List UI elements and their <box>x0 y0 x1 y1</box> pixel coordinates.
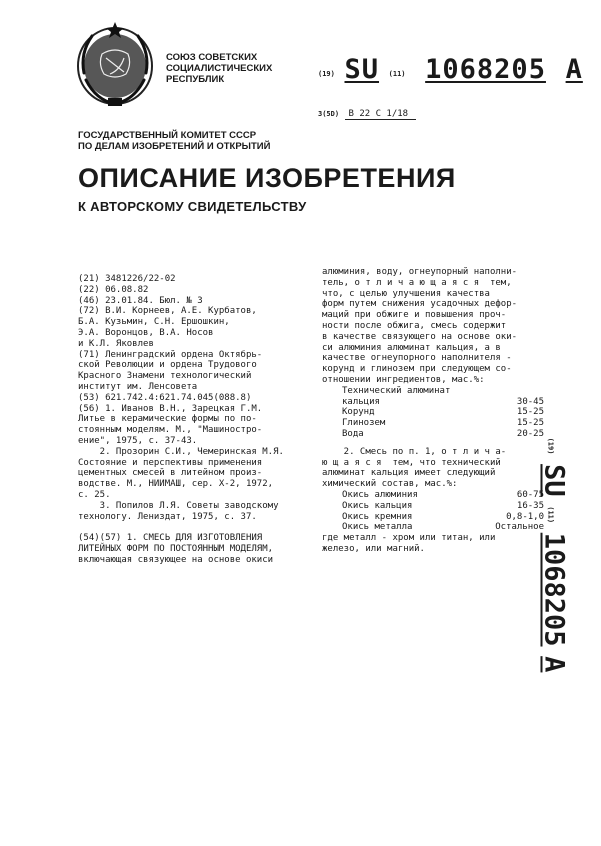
ingredient-name: Окись кремния <box>342 511 413 522</box>
claims-column <box>322 267 544 555</box>
bibliographic-line: институт им. Ленсовета <box>78 381 198 392</box>
claim-line: си алюминия алюминат кальция, а в <box>322 342 501 353</box>
ingredient-name: Вода <box>342 428 364 439</box>
bibliographic-line: (56) 1. Иванов В.Н., Зарецкая Г.М. <box>78 403 263 414</box>
composition-row <box>342 407 544 418</box>
bibliographic-line: Красного Знамени технологический <box>78 371 252 382</box>
claim-line: отношении ингредиентов, мас.%: <box>322 374 485 385</box>
ingredient-amount: 30-45 <box>516 396 544 407</box>
claim-line: алюминат кальция имеет следующий <box>322 468 496 479</box>
ingredient-amount: 0,8-1,0 <box>506 511 544 522</box>
bibliographic-line: Состояние и перспективы применения <box>78 457 263 468</box>
bibliographic-line: технологу. Лениздат, 1975, с. 37. <box>78 511 257 522</box>
document-title: ОПИСАНИЕ ИЗОБРЕТЕНИЯ <box>78 163 456 193</box>
claim-line: корунд и глинозем при следующем со- <box>322 364 512 375</box>
bibliographic-line: Б.А. Кузьмин, С.Н. Ершошкин, <box>78 317 230 328</box>
ingredient-amount: 16-35 <box>516 500 544 511</box>
ingredient-name: Корунд <box>342 407 375 418</box>
bibliographic-line: и К.Л. Яковлев <box>78 338 154 349</box>
bibliographic-line: водстве. М., НИИМАШ, сер. Х-2, 1972, <box>78 479 274 490</box>
vertical-patent-kind: A <box>538 656 570 673</box>
ingredient-amount: 15-25 <box>516 418 544 429</box>
claim-line: железо, или магний. <box>322 543 425 554</box>
composition-row <box>342 490 544 501</box>
claim-line: где металл - хром или титан, или <box>322 533 496 544</box>
bibliographic-line: цементных смесей в литейном произ- <box>78 468 263 479</box>
ingredient-name: Окись алюминия <box>342 489 418 500</box>
claim-line: алюминия, воду, огнеупорный наполни- <box>322 267 518 277</box>
claim-line: ности после обжига, смесь содержит <box>322 320 507 331</box>
claim-line: маций при обжиге и повышения проч- <box>322 310 507 321</box>
composition-row <box>342 397 544 408</box>
ipc-line <box>318 109 416 120</box>
vertical-patent-number <box>529 410 579 700</box>
ipc-code-tag: 3(5D) <box>318 110 340 118</box>
bibliographic-line: ение", 1975, с. 37-43. <box>78 435 198 446</box>
bibliographic-line: включающая связующее на основе окиси <box>78 554 274 565</box>
bibliographic-line: ской Революции и ордена Трудового <box>78 360 257 371</box>
ingredient-name: Глинозем <box>342 418 386 429</box>
vertical-country-code: SU <box>538 464 570 497</box>
number-code-tag: (11) <box>388 70 406 78</box>
bibliographic-line: (53) 621.742.4:621.74.045(088.8) <box>78 392 252 403</box>
bibliographic-line: 3. Попилов Л.Я. Советы заводскому <box>78 500 279 511</box>
bibliographic-line: (54)(57) 1. СМЕСЬ ДЛЯ ИЗГОТОВЛЕНИЯ <box>78 533 263 544</box>
bibliographic-line: 2. Прозорин С.И., Чемеринская М.Я. <box>78 446 284 457</box>
composition-row <box>342 522 544 533</box>
patent-number: 1068205 <box>425 54 546 85</box>
bibliographic-line: (22) 06.08.82 <box>78 284 149 295</box>
composition-row <box>342 512 544 523</box>
claim-line: тель, о т л и ч а ю щ а я с я тем, <box>322 277 512 288</box>
vertical-number-code-tag: (11) <box>546 506 555 524</box>
ingredient-name: Окись металла <box>342 522 413 533</box>
claim-2-tail <box>322 533 544 555</box>
ingredient-name: Окись кальция <box>342 500 413 511</box>
claim-line: 2. Смесь по п. 1, о т л и ч а- <box>322 446 507 457</box>
composition-row <box>342 501 544 512</box>
claim-line: химический состав, мас.%: <box>322 479 458 490</box>
state-emblem-icon <box>72 18 158 112</box>
bibliographic-line: с. 25. <box>78 489 111 500</box>
composition-row <box>342 418 544 429</box>
claim-1-text <box>322 267 544 386</box>
ipc-classification: В 22 С 1/18 <box>345 109 417 120</box>
vertical-country-code-tag: (19) <box>546 437 555 455</box>
ingredient-amount: 15-25 <box>516 407 544 418</box>
bibliographic-column <box>78 274 314 566</box>
claim-line: ю щ а я с я тем, что технический <box>322 457 501 468</box>
bibliographic-line: (21) 3481226/22-02 <box>78 274 176 284</box>
claim-line: что, с целью улучшения качества <box>322 288 490 299</box>
bibliographic-line: Литье в керамические формы по по- <box>78 414 257 425</box>
composition-1-lead: Технический алюминат <box>342 385 451 396</box>
bibliographic-line <box>78 522 314 533</box>
bibliographic-line: (71) Ленинградский ордена Октябрь- <box>78 349 263 360</box>
country-code: SU <box>344 54 380 85</box>
vertical-patent-number-value: 1068205 <box>538 532 570 647</box>
composition-2-table <box>322 490 544 533</box>
claim-line: форм путем снижения усадочных дефор- <box>322 299 518 310</box>
union-name: СОЮЗ СОВЕТСКИХ СОЦИАЛИСТИЧЕСКИХ РЕСПУБЛИК <box>166 52 273 85</box>
bibliographic-line: Э.А. Воронцов, В.А. Носов <box>78 327 214 338</box>
ingredient-amount: 20-25 <box>516 428 544 439</box>
committee-name: ГОСУДАРСТВЕННЫЙ КОМИТЕТ СССР ПО ДЕЛАМ ИЗОБРЕТЕНИЙ И ОТКРЫТИЙ <box>78 130 271 152</box>
claim-2-text <box>322 447 544 490</box>
bibliographic-line: ЛИТЕЙНЫХ ФОРМ ПО ПОСТОЯННЫМ МОДЕЛЯМ, <box>78 543 274 554</box>
claim-line: качестве огнеупорного наполнителя - <box>322 353 512 364</box>
bibliographic-line: (46) 23.01.84. Бюл. № 3 <box>78 295 203 306</box>
patent-kind: A <box>565 54 583 85</box>
ingredient-amount: 60-75 <box>516 489 544 500</box>
ingredient-amount: Остальное <box>495 522 544 533</box>
patent-number-line <box>318 54 583 85</box>
composition-1-table <box>322 397 544 440</box>
country-code-tag: (19) <box>318 70 335 78</box>
ingredient-name: кальция <box>342 396 380 407</box>
composition-row <box>342 429 544 440</box>
claim-line: в качестве связующего на основе оки- <box>322 331 518 342</box>
bibliographic-line: стоянным моделям. М., "Машиностро- <box>78 425 263 436</box>
bibliographic-line: (72) В.И. Корнеев, А.Е. Курбатов, <box>78 306 257 317</box>
document-subtitle: К АВТОРСКОМУ СВИДЕТЕЛЬСТВУ <box>78 199 307 214</box>
